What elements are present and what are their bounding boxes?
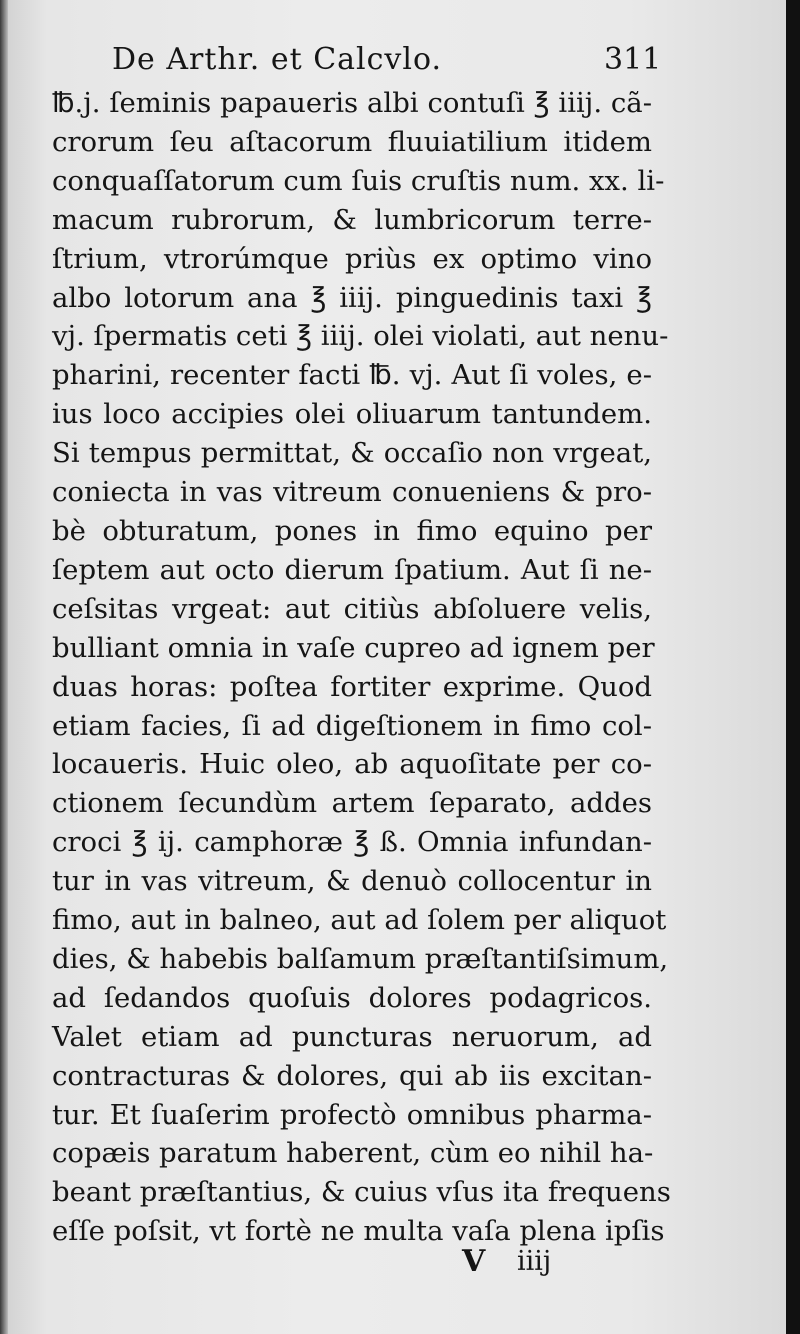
- text-line: Si tempus permittat, & occaſio non vrgeat,: [52, 437, 652, 470]
- text-line: etiam facies, ſi ad digeſtionem in fimo col-: [52, 709, 652, 742]
- text-line: ad ſedandos quoſuis dolores podagricos.: [52, 981, 652, 1014]
- text-line: ceſsitas vrgeat: aut citiùs abſoluere velis,: [52, 592, 652, 625]
- text-line: ſeptem aut octo dierum ſpatium. Aut ſi ne-: [52, 553, 652, 586]
- text-line: coniecta in vas vitreum conueniens & pro-: [52, 476, 652, 509]
- page-edge-shadow: [786, 0, 800, 1334]
- text-line: duas horas: poſtea fortiter exprime. Quod: [52, 670, 652, 703]
- text-line: bè obturatum, pones in fimo equino per: [52, 514, 652, 547]
- signature-mark: V: [462, 1244, 486, 1279]
- text-line: beant præſtantius, & cuius vſus ita frequens: [52, 1176, 671, 1209]
- text-line: albo lotorum ana ℥ iiij. pinguedinis taxi ℥: [52, 281, 652, 314]
- text-line: crorum ſeu aſtacorum fluuiatilium itidem: [52, 125, 652, 158]
- text-line: macum rubrorum, & lumbricorum terre-: [52, 203, 652, 236]
- text-line: Valet etiam ad puncturas neruorum, ad: [52, 1020, 652, 1053]
- leaf-number: iiij: [517, 1246, 552, 1277]
- text-line: croci ℥ ij. camphoræ ℥ ß. Omnia infundan-: [52, 826, 652, 859]
- text-line: ctionem ſecundùm artem ſeparato, addes: [52, 787, 652, 820]
- text-line: fimo, aut in balneo, aut ad ſolem per aliquot: [52, 904, 667, 937]
- text-line: tur in vas vitreum, & denuò collocentur in: [52, 865, 652, 898]
- text-line: dies, & habebis balſamum præſtantiſsimum,: [52, 942, 669, 975]
- text-line: ℔.j. ſeminis papaueris albi contuſi ℥ iiij. cã-: [52, 87, 652, 119]
- page-number: 311: [604, 42, 662, 77]
- text-line: contracturas & dolores, qui ab iis excitan-: [52, 1059, 652, 1092]
- text-line: pharini, recenter facti ℔. vj. Aut ſi voles, e-: [52, 359, 652, 392]
- text-line: ſtrium, vtrorúmque priùs ex optimo vino: [52, 242, 652, 275]
- body-text: [52, 84, 671, 1251]
- text-line: locaueris. Huic oleo, ab aquoſitate per co-: [52, 748, 652, 781]
- text-line: tur. Et ſuaſerim profectò omnibus pharma-: [52, 1098, 652, 1131]
- text-line: bulliant omnia in vaſe cupreo ad ignem per: [52, 631, 655, 664]
- text-line: vj. ſpermatis ceti ℥ iiij. olei violati, aut nenu-: [52, 320, 669, 353]
- text-line: eſſe poſsit, vt fortè ne multa vaſa plena ipſis: [52, 1215, 665, 1248]
- text-line: copæis paratum haberent, cùm eo nihil ha-: [52, 1137, 654, 1170]
- text-line: ius loco accipies olei oliuarum tantundem.: [52, 398, 652, 431]
- text-line: conquaſſatorum cum ſuis cruſtis num. xx. li-: [52, 164, 665, 197]
- running-title: De Arthr. et Calcvlo.: [112, 42, 443, 77]
